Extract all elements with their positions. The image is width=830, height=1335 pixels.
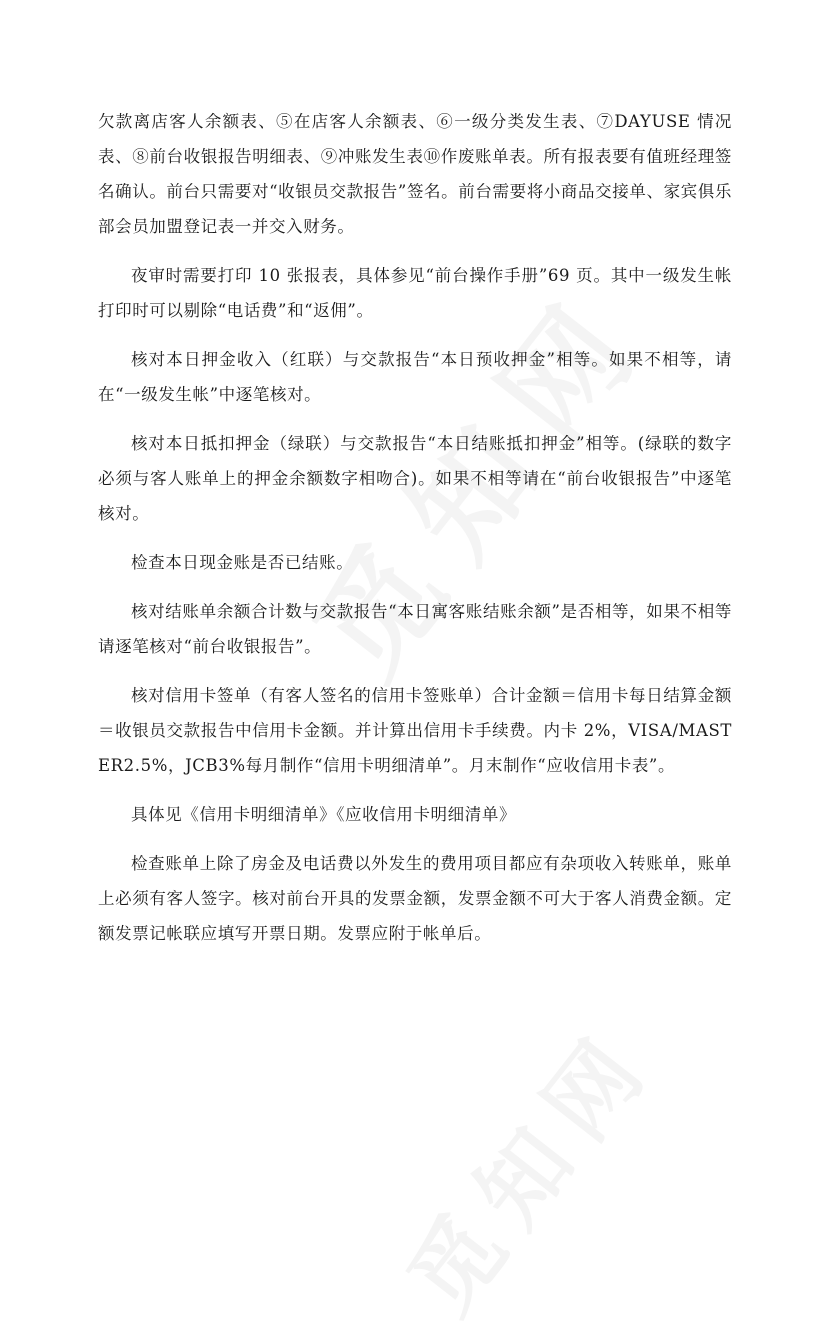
paragraph-deposit-income-check: 核对本日押金收入（红联）与交款报告“本日预收押金”相等。如果不相等，请在“一级发生帐”中逐笔核对。 — [98, 350, 732, 404]
paragraph-night-audit-print: 夜审时需要打印 10 张报表，具体参见“前台操作手册”69 页。其中一级发生帐打印时可以剔除“电话费”和“返佣”。 — [98, 266, 732, 320]
paragraph-bill-invoice-check: 检查账单上除了房金及电话费以外发生的费用项目都应有杂项收入转账单，账单上必须有客人签字。核对前台开具的发票金额，发票金额不可大于客人消费金额。定额发票记帐联应填写开票日期。发票应附于帐单后。 — [98, 854, 732, 943]
paragraph-settlement-balance-check: 核对结账单余额合计数与交款报告“本日寓客账结账余额”是否相等，如果不相等请逐笔核对“前台收银报告”。 — [98, 602, 732, 656]
paragraph-credit-card-check: 核对信用卡签单（有客人签名的信用卡签账单）合计金额＝信用卡每日结算金额＝收银员交款报告中信用卡金额。并计算出信用卡手续费。内卡 2%，VISA/MASTER2.5%，JCB3%每月制作“信用卡明细清单”。月末制作“应收信用卡表”。 — [98, 686, 732, 775]
paragraph-credit-card-reference: 具体见《信用卡明细清单》《应收信用卡明细清单》 — [131, 805, 517, 824]
paragraph-report-list: 欠款离店客人余额表、⑤在店客人余额表、⑥一级分类发生表、⑦DAYUSE 情况表、⑧前台收银报告明细表、⑨冲账发生表⑩作废账单表。所有报表要有值班经理签名确认。前台只需要对“收银员交款报告”签名。前台需要将小商品交接单、家宾俱乐部会员加盟登记表一并交入财务。 — [98, 112, 732, 236]
paragraph-cash-account-check: 检查本日现金账是否已结账。 — [131, 553, 354, 572]
paragraph-deposit-deduction-check: 核对本日抵扣押金（绿联）与交款报告“本日结账抵扣押金”相等。(绿联的数字必须与客人账单上的押金余额数字相吻合)。如果不相等请在“前台收银报告”中逐笔核对。 — [98, 434, 732, 523]
document-body — [98, 104, 732, 965]
watermark — [372, 995, 678, 1335]
